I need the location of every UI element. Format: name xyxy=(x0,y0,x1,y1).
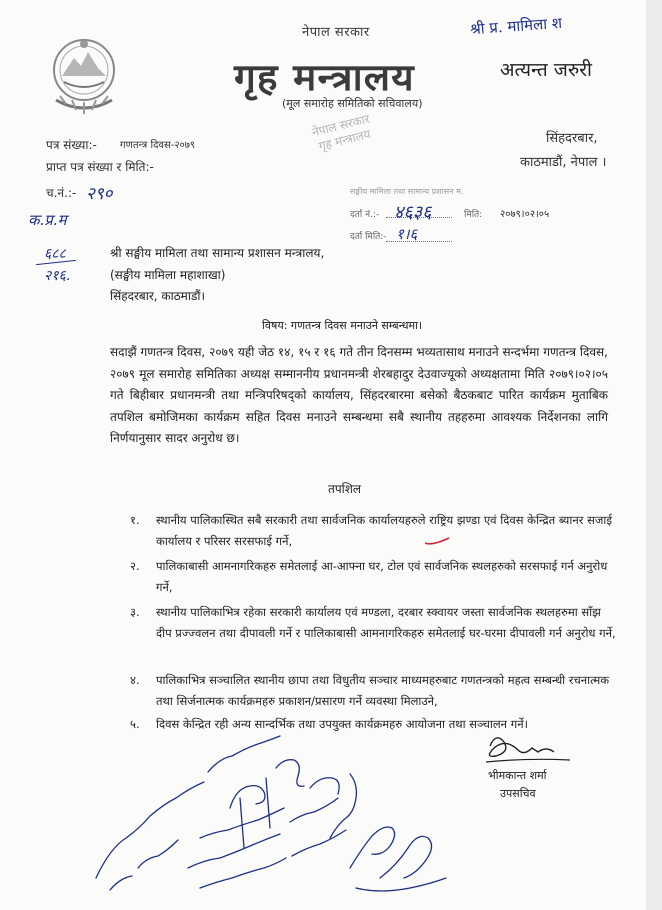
list-item-number: २. xyxy=(130,559,140,573)
subject-line: विषय: गणतन्त्र दिवस मनाउने सम्बन्धमा। xyxy=(262,319,423,332)
address-line-2: काठमाडौं, नेपाल । xyxy=(520,155,607,170)
registration-date2-value: १।६ xyxy=(396,225,418,243)
registration-date-value: २०७९।०२।०५ xyxy=(500,209,550,220)
list-item-number: ४. xyxy=(130,673,140,687)
nepal-emblem-icon xyxy=(48,30,120,122)
details-heading: तपशिल xyxy=(328,482,362,496)
office-stamp xyxy=(296,108,395,176)
handwritten-remarks-icon xyxy=(80,728,460,903)
red-tick-mark-icon xyxy=(424,536,450,546)
signatory-title: उपसचिव xyxy=(500,787,536,800)
registration-date2-label: दर्ता मिति:- xyxy=(350,232,387,242)
handwritten-note-2: ६८८ xyxy=(44,246,66,262)
list-item-text: स्थानीय पालिकास्थित सबै सरकारी तथा सार्वजनिक कार्यालयहरुले राष्ट्रिय झण्डा एवं दिवस केन्द्रित ब्यानर सजाई कार्यालय र परिसर सरसफाई गर्ने, xyxy=(156,513,612,548)
government-label: नेपाल सरकार xyxy=(302,25,370,40)
body-paragraph: सदाझैं गणतन्त्र दिवस, २०७९ यही जेठ १४, १५ र १६ गते तीन दिनसम्म भव्यतासाथ मनाउने सन्दर्भमा गणतन्त्र दिवस, २०७९ मूल समारोह समितिका अध्यक्ष सम्माननीय प्रधानमन्त्री शेरबहादुर देउवाज्यूको अध्यक्षतामा मिति २०७९।०२।०५ गते बिहीबार प्रधानमन्त्री तथा मन्त्रिपरिषद्को कार्यालय, सिंहदरबारमा बसेको बैठकबाट पारित कार्यक्रम मुताबिक तपशिल बमोजिमका कार्यक्रम सहित दिवस मनाउने सम्बन्धमा सबै स्थानीय तहहरुमा आवश्यक निर्देशनका लागि निर्णयानुसार सादर अनुरोध छ। xyxy=(110,345,608,445)
handwritten-note-3: २१६. xyxy=(44,268,71,284)
received-ref-label: प्राप्त पत्र संख्या र मिति:- xyxy=(46,160,154,174)
ref-no-value: गणतन्त्र दिवस-२०७९ xyxy=(120,140,196,151)
ministry-title: गृह मन्त्रालय xyxy=(234,56,415,99)
list-item-number: ३. xyxy=(130,605,140,619)
recipient-line-1: श्री सङ्घीय मामिला तथा सामान्य प्रशासन मन्त्रालय, xyxy=(110,246,325,260)
list-item-text: पालिकाभित्र सञ्चालित स्थानीय छापा तथा विधुतीय सञ्चार माध्यमहरुबाट गणतन्त्रको महत्व सम्बन्धी रचनात्मक तथा सिर्जनात्मक कार्यक्रमहरु प्रकाशन/प्रसारण गर्ने व्यवस्था मिलाउने, xyxy=(156,673,610,708)
ref-no-label: पत्र संख्या:- xyxy=(46,138,97,152)
list-item-number: ५. xyxy=(130,717,140,731)
registration-no-label: दर्ता नं.:- xyxy=(350,210,380,220)
secretariat-label: (मूल समारोह समितिको सचिवालय) xyxy=(282,97,423,110)
list-item-number: १. xyxy=(130,513,140,527)
list-item-text: पालिकाबासी आमनागरिकहरु समेतलाई आ-आफ्ना घर, टोल एवं सार्वजनिक स्थलहरुको सरसफाई गर्न अनुरोध गर्ने, xyxy=(156,559,608,594)
registration-office: सङ्घीय मामिला तथा सामान्य प्रशासन म. xyxy=(350,187,464,196)
registration-no-value: ४६३६ xyxy=(394,202,432,223)
list-item-text: दिवस केन्द्रित रही अन्य सान्दर्भिक तथा उपयुक्त कार्यक्रमहरु आयोजना तथा सञ्चालन गर्ने। xyxy=(156,717,528,731)
address-line-1: सिंहदरबार, xyxy=(546,131,598,146)
office-stamp-text: नेपाल सरकार गृह मन्त्रालय xyxy=(310,111,372,154)
dispatch-no-value: २९० xyxy=(86,184,113,204)
registration-date-label: मिति: xyxy=(464,210,483,220)
dispatch-no-label: च.नं.:- xyxy=(46,186,77,200)
urgent-handwritten-note: श्री प्र. मामिला श xyxy=(469,13,563,39)
recipient-line-2: (सङ्घीय मामिला महाशाखा) xyxy=(110,268,226,282)
registration-stamp xyxy=(350,186,610,244)
recipient-line-3: सिंहदरबार, काठमाडौं। xyxy=(110,289,206,303)
scan-edge xyxy=(646,0,662,910)
list-item-text: स्थानीय पालिकाभित्र रहेका सरकारी कार्यालय एवं मण्डला, दरबार स्क्वायर जस्ता सार्वजनिक स्थलहरुमा साँझ दीप प्रज्ज्वलन तथा दीपावली गर्ने र पालिकाबासी आमनागरिकहरु समेतलाई घर-घरमा दीपावली गर्न अनुरोध गर्ने, xyxy=(156,605,616,640)
urgent-label: अत्यन्त जरुरी xyxy=(500,59,592,81)
signatory-name: भीमकान्त शर्मा xyxy=(488,769,547,782)
handwritten-note-1: क.प्र.म xyxy=(28,211,67,229)
